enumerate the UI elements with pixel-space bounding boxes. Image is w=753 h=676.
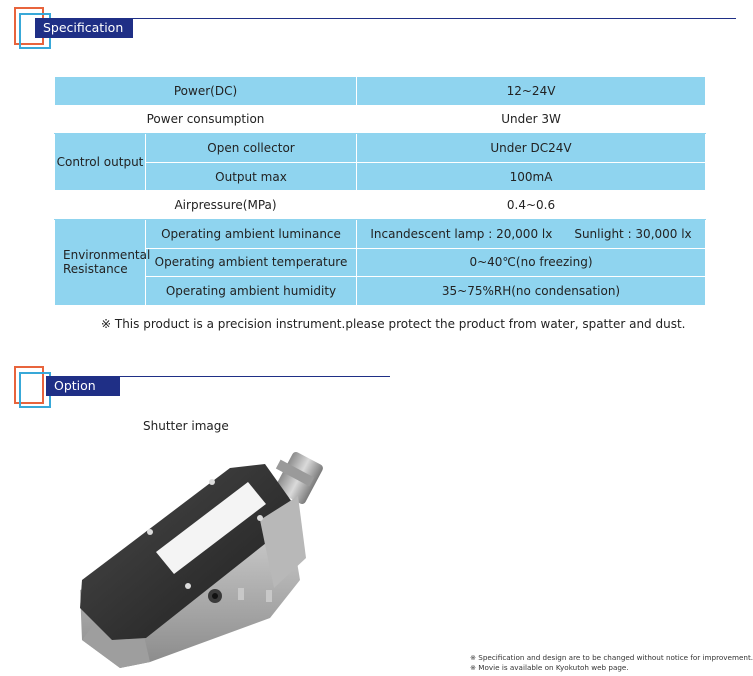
shutter-image-label: Shutter image bbox=[143, 419, 229, 433]
airpressure-value: 0.4~0.6 bbox=[357, 191, 706, 220]
option-title: Option bbox=[46, 376, 120, 396]
temperature-label: Operating ambient temperature bbox=[146, 248, 357, 277]
output-max-value: 100mA bbox=[357, 162, 706, 191]
power-consumption-label: Power consumption bbox=[55, 105, 357, 134]
power-dc-label: Power(DC) bbox=[55, 77, 357, 106]
luminance-label: Operating ambient luminance bbox=[146, 219, 357, 248]
screw bbox=[257, 515, 263, 521]
humidity-value: 35~75%RH(no condensation) bbox=[357, 277, 706, 306]
precision-note: ※ This product is a precision instrument.please protect the product from water, spatter and dust. bbox=[101, 317, 686, 331]
table-row bbox=[55, 277, 706, 306]
table-row bbox=[55, 191, 706, 220]
table-row bbox=[55, 162, 706, 191]
table-row bbox=[55, 77, 706, 106]
option-header-line bbox=[120, 376, 390, 377]
fitting-pin bbox=[266, 590, 272, 602]
environmental-group-line2: Resistance bbox=[63, 262, 128, 277]
luminance-value bbox=[357, 219, 706, 248]
fitting-pin bbox=[238, 588, 244, 600]
shutter-product-image bbox=[60, 440, 335, 670]
specification-title: Specification bbox=[35, 18, 133, 38]
temperature-value: 0~40℃(no freezing) bbox=[357, 248, 706, 277]
luminance-incandescent: Incandescent lamp : 20,000 lx bbox=[370, 226, 553, 241]
screw bbox=[185, 583, 191, 589]
screw bbox=[147, 529, 153, 535]
table-row bbox=[55, 105, 706, 134]
environmental-group bbox=[55, 219, 151, 305]
output-max-label: Output max bbox=[146, 162, 357, 191]
airpressure-label: Airpressure(MPa) bbox=[55, 191, 357, 220]
screw bbox=[209, 479, 215, 485]
power-consumption-value: Under 3W bbox=[357, 105, 706, 134]
table-row bbox=[55, 219, 706, 248]
table-row bbox=[55, 134, 706, 163]
open-collector-value: Under DC24V bbox=[357, 134, 706, 163]
footnote-movie: ※ Movie is available on Kyokutoh web page. bbox=[470, 663, 629, 672]
humidity-label: Operating ambient humidity bbox=[146, 277, 357, 306]
luminance-sunlight: Sunlight : 30,000 lx bbox=[574, 226, 692, 241]
specification-header-line bbox=[133, 18, 736, 19]
open-collector-label: Open collector bbox=[146, 134, 357, 163]
table-row bbox=[55, 248, 706, 277]
environmental-group-line1: Environmental bbox=[63, 248, 151, 263]
control-output-group: Control output bbox=[55, 134, 146, 191]
power-dc-value: 12~24V bbox=[357, 77, 706, 106]
footnote-specification: ※ Specification and design are to be changed without notice for improvement. bbox=[470, 653, 753, 662]
specification-table bbox=[54, 76, 706, 306]
